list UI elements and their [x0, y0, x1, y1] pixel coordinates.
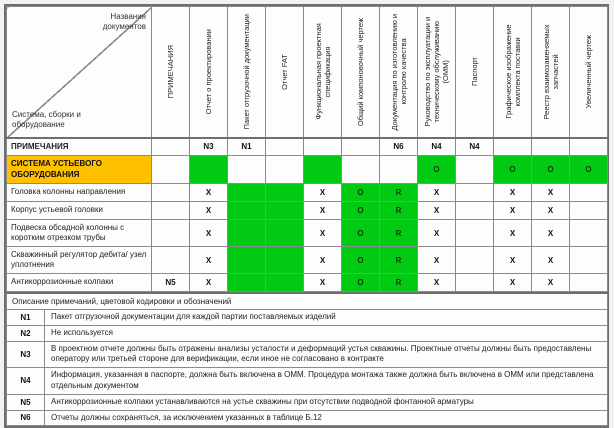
matrix-cell: X [304, 202, 342, 220]
matrix-cell: X [532, 202, 570, 220]
matrix-cell-green [266, 220, 304, 247]
matrix-cell: X [418, 184, 456, 202]
column-header-label: Общий компоновочный чертеж [356, 17, 365, 126]
note-text: Отчеты должны сохраняться, за исключением указанных в таблице Б.12 [45, 410, 608, 426]
matrix-cell [456, 220, 494, 247]
column-header-label: Отчет FAT [280, 53, 289, 90]
matrix-cell-green: O [342, 202, 380, 220]
note-text: Информация, указанная в паспорте, должна быть включена в ОММ. Процедура монтажа также должна быть включена в ОММ или представлена отдельным документом [45, 368, 608, 395]
row-label: Подвеска обсадной колонны с коротким отрезком трубы [7, 220, 152, 247]
note-id: N4 [7, 368, 45, 395]
matrix-row-2 [7, 184, 608, 202]
column-header-9 [456, 7, 494, 138]
matrix-cell-green [228, 274, 266, 292]
matrix-cell: N3 [190, 138, 228, 156]
matrix-cell-green [228, 184, 266, 202]
matrix-cell: N4 [418, 138, 456, 156]
matrix-cell [304, 138, 342, 156]
notes-section-title: Описание примечаний, цветовой кодировки и обозначений [7, 293, 608, 310]
column-header-3 [228, 7, 266, 138]
matrix-cell-green [190, 156, 228, 184]
column-header-label: Реестр взаимозаменяемых запчастей [541, 24, 560, 120]
column-header-label: Пакет отгрузочной документации [242, 14, 251, 130]
matrix-cell: X [532, 247, 570, 274]
requirements-matrix [6, 6, 608, 292]
matrix-cell-green: O [342, 247, 380, 274]
matrix-cell [570, 220, 608, 247]
matrix-cell: X [494, 247, 532, 274]
matrix-cell [456, 184, 494, 202]
column-header-label: Отчет о проектировании [204, 29, 213, 115]
note-id: N1 [7, 310, 45, 326]
matrix-cell: X [418, 202, 456, 220]
corner-label-system: Система, сборки и оборудование [12, 109, 81, 129]
note-id: N3 [7, 341, 45, 368]
column-header-2 [190, 7, 228, 138]
matrix-cell: X [494, 184, 532, 202]
note-id: N2 [7, 325, 45, 341]
column-header-8 [418, 7, 456, 138]
matrix-cell: X [304, 184, 342, 202]
matrix-cell-green [304, 156, 342, 184]
column-header-label: Функциональная проектная спецификация [313, 23, 332, 120]
matrix-cell-green: R [380, 247, 418, 274]
matrix-cell-green: O [418, 156, 456, 184]
matrix-cell-green [266, 247, 304, 274]
matrix-cell: X [418, 247, 456, 274]
matrix-cell: X [494, 202, 532, 220]
matrix-cell [152, 202, 190, 220]
row-label: Корпус устьевой головки [7, 202, 152, 220]
matrix-cell: X [418, 274, 456, 292]
notes-section [6, 292, 608, 426]
matrix-cell [570, 138, 608, 156]
matrix-cell: X [304, 220, 342, 247]
column-header-label: Паспорт [470, 57, 479, 87]
note-text: В проектном отчете должны быть отражены анализы усталости и деформаций устья скважины. Проектные отчеты должны быть предоставлены оператору или третьей стороне для верификации, если иное не согласовано в контракте [45, 341, 608, 368]
matrix-cell [380, 156, 418, 184]
column-header-1 [152, 7, 190, 138]
note-id: N5 [7, 394, 45, 410]
matrix-cell [228, 156, 266, 184]
note-row-N2 [7, 325, 608, 341]
matrix-cell [494, 138, 532, 156]
matrix-cell [342, 156, 380, 184]
matrix-cell: X [418, 220, 456, 247]
matrix-cell: X [190, 220, 228, 247]
matrix-cell [570, 274, 608, 292]
matrix-cell: N1 [228, 138, 266, 156]
matrix-row-1 [7, 156, 608, 184]
matrix-cell-green [266, 274, 304, 292]
matrix-cell-green: O [570, 156, 608, 184]
column-header-4 [266, 7, 304, 138]
corner-label-documents: Названия документов [102, 12, 146, 31]
matrix-cell-green [266, 202, 304, 220]
matrix-cell-green: O [342, 184, 380, 202]
row-label: Головка колонны направления [7, 184, 152, 202]
matrix-cell [266, 138, 304, 156]
column-header-11 [532, 7, 570, 138]
matrix-cell [570, 247, 608, 274]
note-row-N4 [7, 368, 608, 395]
note-text: Пакет отгрузочной документации для каждой партии поставляемых изделий [45, 310, 608, 326]
matrix-cell: N6 [380, 138, 418, 156]
note-row-N6 [7, 410, 608, 426]
column-header-6 [342, 7, 380, 138]
header-row [7, 7, 608, 138]
matrix-cell-green: O [342, 274, 380, 292]
matrix-cell [152, 247, 190, 274]
matrix-cell [456, 156, 494, 184]
matrix-cell [456, 247, 494, 274]
note-text: Антикоррозионные колпаки устанавливаются на устье скважины при отсутствии подводной фонтанной арматуры [45, 394, 608, 410]
matrix-cell-green: R [380, 202, 418, 220]
matrix-cell: X [190, 184, 228, 202]
matrix-cell [456, 202, 494, 220]
matrix-cell-green: R [380, 220, 418, 247]
matrix-cell [152, 220, 190, 247]
matrix-cell [266, 156, 304, 184]
row-label: СИСТЕМА УСТЬЕВОГО ОБОРУДОВАНИЯ [7, 156, 152, 184]
matrix-cell: N5 [152, 274, 190, 292]
matrix-cell [342, 138, 380, 156]
note-id: N6 [7, 410, 45, 426]
row-label: ПРИМЕЧАНИЯ [7, 138, 152, 156]
matrix-cell-green: O [342, 220, 380, 247]
matrix-cell-green [228, 202, 266, 220]
matrix-cell: X [532, 184, 570, 202]
matrix-cell-green: R [380, 184, 418, 202]
matrix-cell: X [532, 274, 570, 292]
note-row-N3 [7, 341, 608, 368]
column-header-label: Увеличенный чертеж [584, 35, 593, 109]
matrix-cell-green [266, 184, 304, 202]
matrix-cell-green: O [532, 156, 570, 184]
note-text: Не используется [45, 325, 608, 341]
column-header-12 [570, 7, 608, 138]
matrix-cell-green [228, 220, 266, 247]
matrix-row-4 [7, 220, 608, 247]
note-row-N5 [7, 394, 608, 410]
matrix-cell: X [494, 220, 532, 247]
matrix-cell-green: R [380, 274, 418, 292]
notes-section-header-row [7, 293, 608, 310]
matrix-cell [152, 156, 190, 184]
matrix-cell: X [494, 274, 532, 292]
matrix-cell [152, 184, 190, 202]
row-label: Скважинный регулятор дебита/ узел уплотнения [7, 247, 152, 274]
matrix-row-3 [7, 202, 608, 220]
row-label: Антикоррозионные колпаки [7, 274, 152, 292]
matrix-cell [152, 138, 190, 156]
matrix-cell [532, 138, 570, 156]
column-header-label: ПРИМЕЧАНИЯ [166, 45, 175, 99]
document-table [4, 4, 609, 428]
matrix-cell [570, 202, 608, 220]
matrix-row-5 [7, 247, 608, 274]
matrix-cell: X [304, 274, 342, 292]
column-header-label: Документация по изготовлению и контролю качества [389, 13, 408, 131]
matrix-row-6 [7, 274, 608, 292]
note-row-N1 [7, 310, 608, 326]
column-header-label: Руководство по эксплуатации и техническому обслуживанию (ОММ) [423, 16, 450, 127]
matrix-cell-green [228, 247, 266, 274]
column-header-10 [494, 7, 532, 138]
matrix-cell: X [190, 202, 228, 220]
matrix-cell-green: O [494, 156, 532, 184]
matrix-cell: X [304, 247, 342, 274]
matrix-cell [570, 184, 608, 202]
matrix-row-0 [7, 138, 608, 156]
column-header-5 [304, 7, 342, 138]
matrix-cell: N4 [456, 138, 494, 156]
matrix-cell: X [190, 247, 228, 274]
matrix-cell [456, 274, 494, 292]
column-header-7 [380, 7, 418, 138]
column-header-label: Графическое изображение комплекта поставки [503, 24, 522, 119]
corner-cell [7, 7, 152, 138]
matrix-cell: X [532, 220, 570, 247]
matrix-cell: X [190, 274, 228, 292]
